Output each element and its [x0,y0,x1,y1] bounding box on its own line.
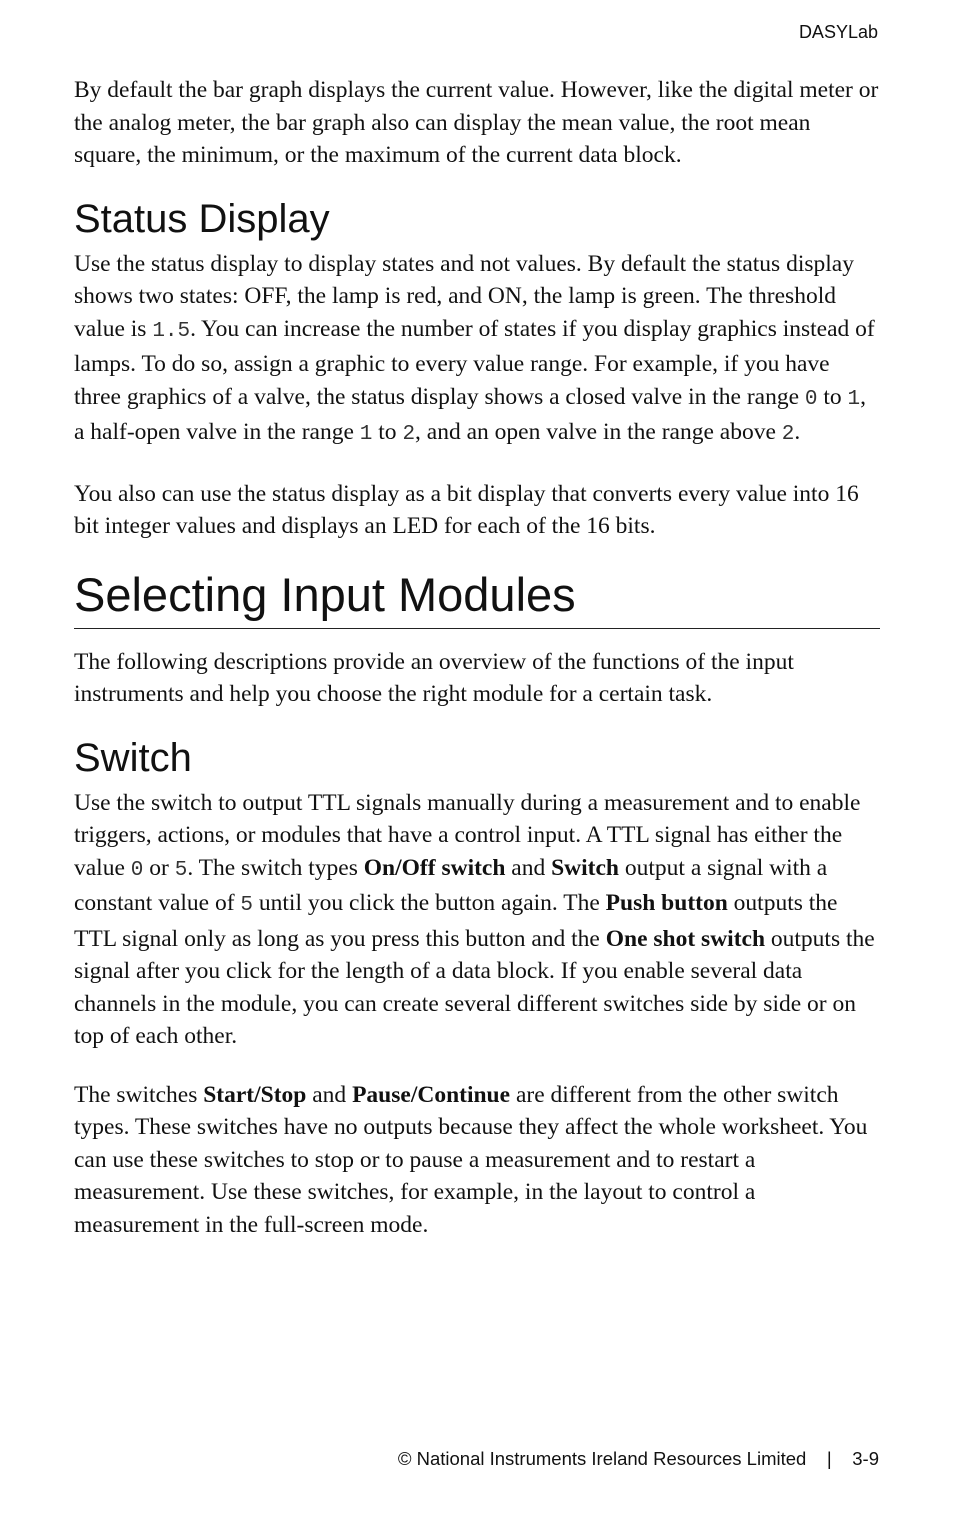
section-heading-status-display: Status Display [74,196,330,241]
status-display-paragraph-2: You also can use the status display as a bit display that converts every value into 16 bit integer values and displays an LED for each of the 16 bits. [74,480,859,539]
footer-copyright: © National Instruments Ireland Resources Limited [397,1448,807,1469]
switch-paragraph-1: Use the switch to output TTL signals manually during a measurement and to enable triggers, actions, or modules that have a control input. A TTL signal has either the value 0 or 5. The switch types On/Off switch and Switch output a signal with a constant value of 5 until you click the button again. The Push button outputs the TTL signal only as long as you press this button and the One shot switch outputs the signal after you click for the length of a data block. If you enable several data channels in the module, you can create several different switches side by side or on top of each other. [74,789,875,1049]
running-header: DASYLab [798,22,878,42]
status-display-paragraph-1: Use the status display to display states and not values. By default the status display shows two states: OFF, the lamp is red, and ON, the lamp is green. The threshold value is 1.5. You can increase the number of states if you display graphics instead of lamps. To do so, assign a graphic to every value range. For example, if you have three graphics of a valve, the status display shows a closed valve in the range 0 to 1, a half-open valve in the range 1 to 2, and an open valve in the range above 2. [74,250,875,446]
footer-page-number: 3-9 [852,1448,879,1469]
heading-rule [74,628,880,629]
page-footer [398,1448,879,1470]
switch-paragraph-2: The switches Start/Stop and Pause/Continue are different from the other switch types. These switches have no outputs because they affect the whole worksheet. You can use these switches to stop or to pause a measurement and to restart a measurement. Use these switches, for example, in the layout to control a measurement in the full-screen mode. [74,1081,868,1238]
page-content [74,74,880,1241]
intro-paragraph: By default the bar graph displays the current value. However, like the digital meter or the analog meter, the bar graph also can display the mean value, the root mean square, the minimum, or the maximum of the current data block. [74,77,879,168]
chapter-heading-selecting-input-modules: Selecting Input Modules [74,567,576,621]
footer-separator: | [826,1448,832,1469]
selecting-paragraph: The following descriptions provide an overview of the functions of the input instruments and help you choose the right module for a certain task. [74,648,794,707]
section-heading-switch: Switch [74,735,192,780]
